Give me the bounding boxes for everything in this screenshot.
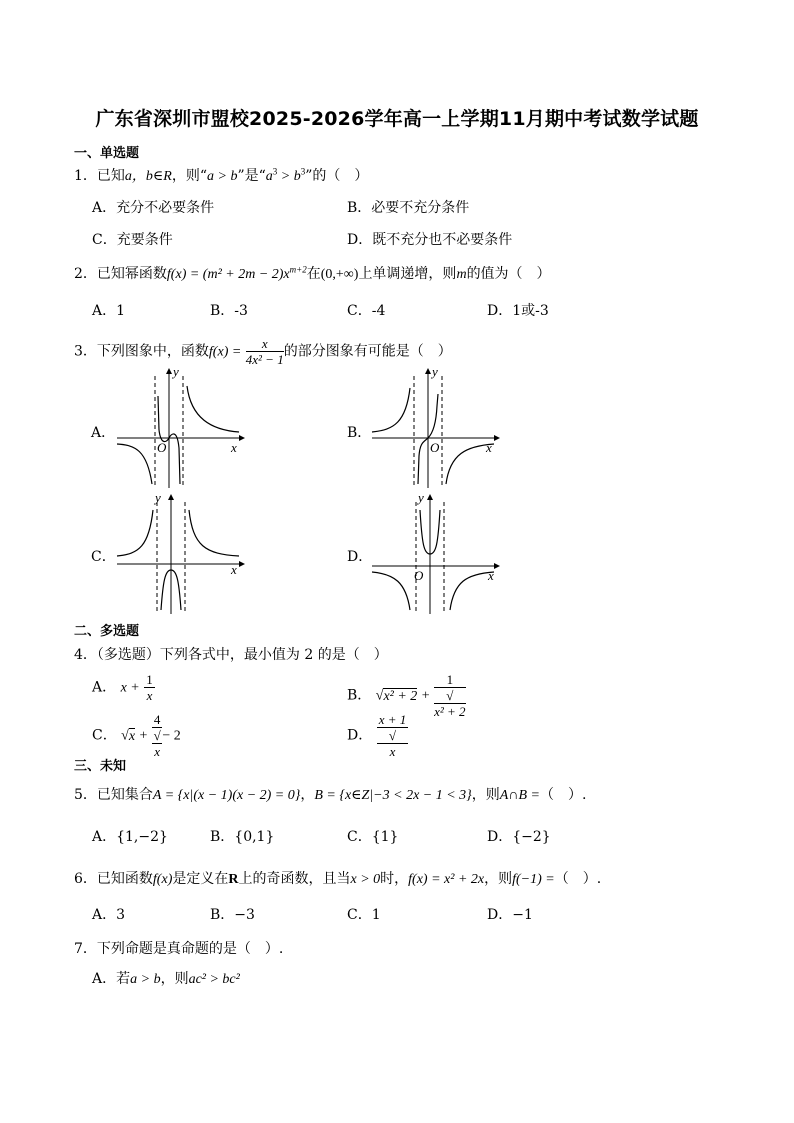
q2-option-b[interactable]: B．-3 <box>210 303 248 319</box>
section-multiple-choice: 二、多选题 <box>74 624 140 639</box>
question-3: 3．下列图象中，函数f(x) = $\frac{x}{\text{4x² − 1}}$ 的部分图象有可能是（ ） <box>74 336 452 367</box>
q4-option-d[interactable]: D． x + 1 √ x <box>347 712 407 759</box>
svg-text:x: x <box>486 440 492 455</box>
q6-option-d[interactable]: D．−1 <box>487 907 533 923</box>
q6-option-b[interactable]: B．−3 <box>210 907 255 923</box>
question-1: 1．已知a，b∈R，则“a > b”是“$a^3 > b^3$”的（ ） <box>74 166 369 184</box>
graph-c[interactable] <box>115 492 245 616</box>
q7-option-a[interactable]: A．若a > b，则ac² > bc² <box>92 971 240 987</box>
graph-b[interactable] <box>370 366 500 490</box>
graph-b-label: B． <box>347 425 372 441</box>
graph-d[interactable] <box>370 492 500 616</box>
q5-option-d[interactable]: D．{−2} <box>487 829 551 845</box>
q2-option-a[interactable]: A．1 <box>92 303 126 319</box>
math-vars: a，b∈R <box>124 169 172 184</box>
q5-option-a[interactable]: A．{1,−2} <box>92 829 168 845</box>
svg-text:y: y <box>418 492 424 505</box>
q2-option-c[interactable]: C．-4 <box>347 303 386 319</box>
math-cond1: a > b <box>207 169 238 184</box>
q1-option-a[interactable]: A．充分不必要条件 <box>92 200 215 216</box>
page-title: 广东省深圳市盟校2025-2026学年高一上学期11月期中考试数学试题 <box>95 108 699 130</box>
question-number: 1． <box>74 168 97 184</box>
graph-c-label: C． <box>91 549 116 565</box>
question-4: 4．（多选题）下列各式中，最小值为 2 的是（ ） <box>74 647 388 663</box>
origin-label: O <box>157 440 167 455</box>
q5-option-b[interactable]: B．{0,1} <box>210 829 275 845</box>
x-axis-label: x <box>231 440 237 455</box>
question-6: 6．已知函数f(x)是定义在R上的奇函数，且当x > 0时，f(x) = x² + 2x，则f(−1) =（ ）. <box>74 871 602 887</box>
q6-option-a[interactable]: A．3 <box>92 907 126 923</box>
section-unknown: 三、未知 <box>74 759 127 774</box>
question-2: 2．已知幂函数$f(x) = (m^2 + 2m - 2)x^{m+2}$在(0,+∞)上单调递增，则m的值为（ ） <box>74 264 551 282</box>
graph-a[interactable] <box>115 366 245 490</box>
svg-text:y: y <box>432 366 438 379</box>
svg-text:y: y <box>155 492 161 505</box>
q4-option-b[interactable]: B． √x² + 2 + 1 √ x² + 2 <box>347 672 466 719</box>
svg-text:x: x <box>488 568 494 583</box>
question-7: 7．下列命题是真命题的是（ ）. <box>74 941 284 957</box>
q6-option-c[interactable]: C．1 <box>347 907 381 923</box>
question-5: 5．已知集合A = {x|(x − 1)(x − 2) = 0}，B = {x∈Z|−3 < 2x − 1 < 3}，则A∩B =（ ）. <box>74 787 587 803</box>
fraction: $\frac{x}{\text{4x² − 1}}$ <box>245 336 284 367</box>
q1-option-d[interactable]: D．既不充分也不必要条件 <box>347 232 513 248</box>
q1-option-c[interactable]: C．充要条件 <box>92 232 173 248</box>
q4-option-c[interactable]: C． √x + 4 √ x − 2 <box>92 712 181 759</box>
svg-text:O: O <box>414 568 424 583</box>
math-formula: f(x) = (m² + 2m − 2)x <box>166 267 290 282</box>
section-single-choice: 一、单选题 <box>74 146 140 161</box>
graph-d-label: D． <box>347 549 373 565</box>
q4-option-a[interactable]: A． x + $\frac{1}{x}$ <box>92 672 153 703</box>
q5-option-c[interactable]: C．{1} <box>347 829 399 845</box>
q1-option-b[interactable]: B．必要不充分条件 <box>347 200 470 216</box>
graph-a-label: A． <box>91 425 116 441</box>
svg-text:x: x <box>231 562 237 577</box>
q2-option-d[interactable]: D．1或-3 <box>487 303 549 319</box>
svg-text:O: O <box>430 440 440 455</box>
y-axis-label: y <box>173 366 179 379</box>
